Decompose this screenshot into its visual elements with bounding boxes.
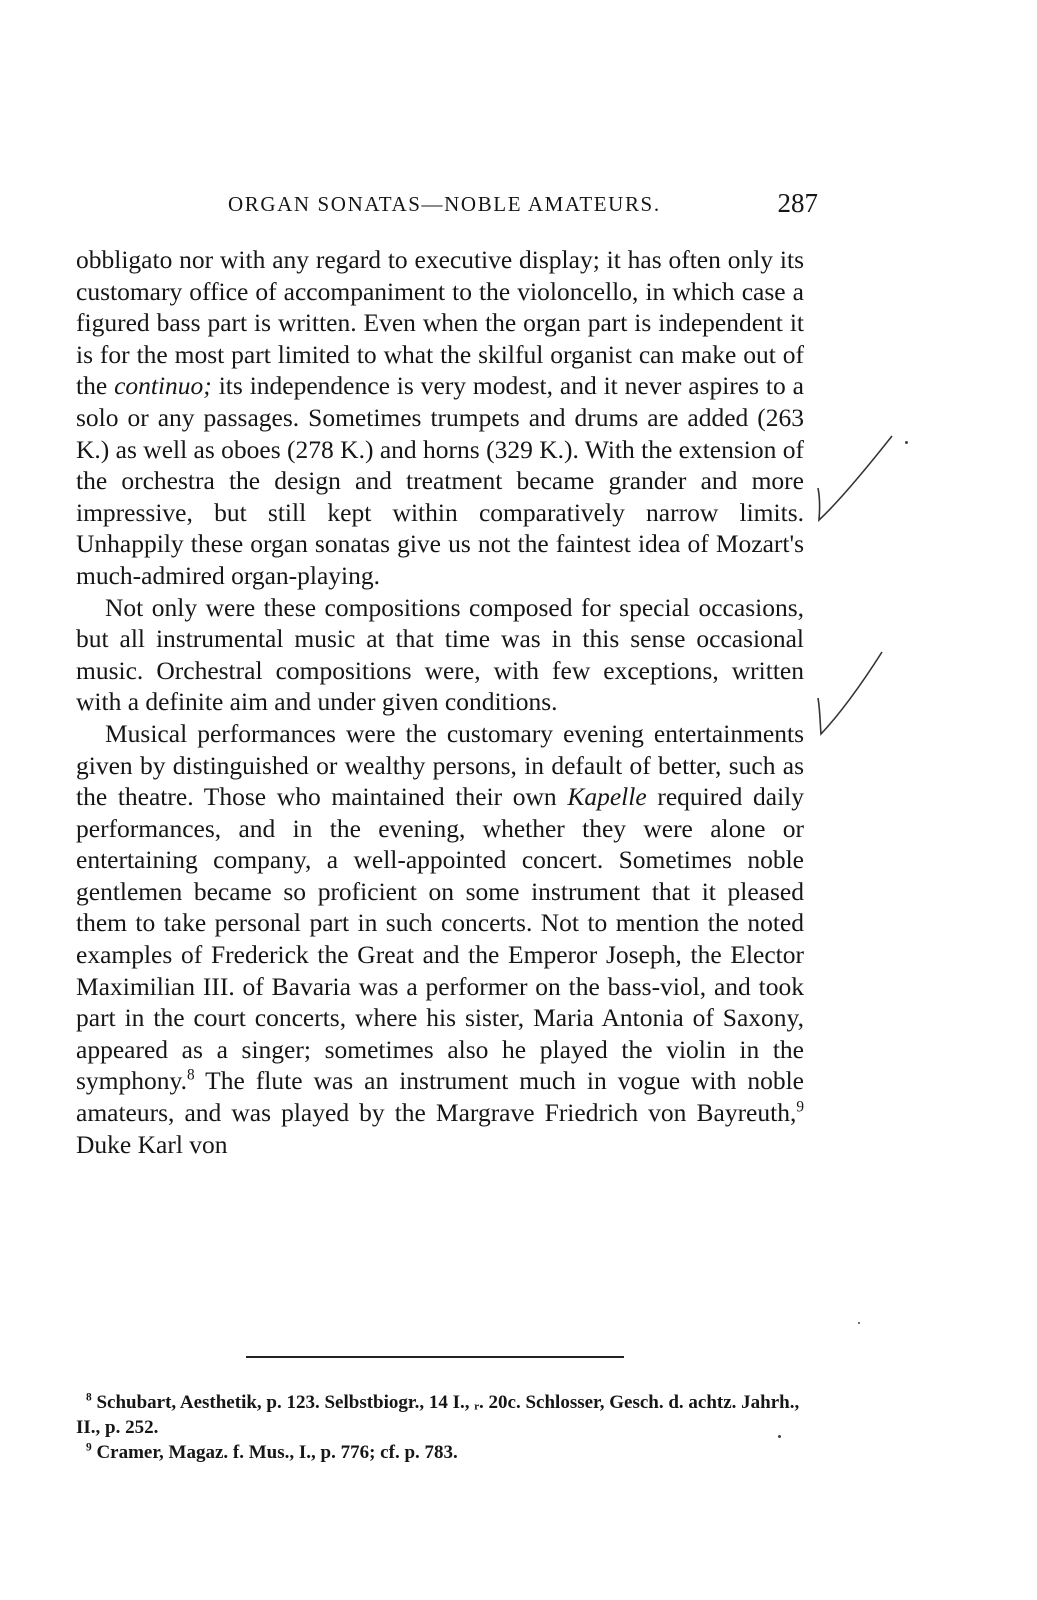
footnote-8-text: Schubart, Aesthetik, p. 123. Selbstbiogr., 14 I., ᵣ. 20c. Schlosser, Gesch. d. achtz. Jahrh., II., p. 252. [76, 1392, 800, 1438]
footnote-marker-8: 8 [86, 1391, 92, 1404]
footnotes [76, 1390, 808, 1465]
italic-kapelle: Kapelle [567, 782, 647, 812]
footnote-marker-9: 9 [86, 1441, 92, 1454]
footnote-ref-9[interactable]: 9 [796, 1098, 804, 1116]
paragraph-2: Not only were these compositions composed for special occasions, but all instrumental music at that time was in this sense occasional music. Orchestral compositions were, with few exceptions, written with a definite aim and under given conditions. [76, 592, 804, 717]
paragraph-3 [76, 718, 804, 1160]
paragraph-3-text-a: Musical performances were the customary evening entertainments given by distinguished or wealthy persons, in default of better, such as the theatre. Those who maintained their own [76, 718, 804, 812]
footnote-9 [76, 1440, 808, 1465]
running-head [78, 188, 818, 228]
paragraph-3-text-c: The flute was an instrument much in vogue with noble amateurs, and was played by the Margrave Friedrich von Bayreuth, [76, 1066, 804, 1128]
body-text [76, 244, 804, 1160]
margin-check-mark-icon-2 [812, 648, 892, 748]
paragraph-3-text-b: required daily performances, and in the evening, whether they were alone or entertaining company, a well-appointed concert. Sometimes noble gentlemen became so proficient on some instrument that it pleased them to take personal part in such concerts. Not to mention the noted examples of Frederick the Great and the Emperor Joseph, the Elector Maximilian III. of Bavaria was a performer on the bass-viol, and took part in the court concerts, where his sister, Maria Antonia of Saxony, appeared as a singer; sometimes also he played the violin in the symphony. [76, 782, 804, 1096]
footnote-ref-8[interactable]: 8 [186, 1066, 195, 1084]
paragraph-1 [76, 244, 804, 592]
margin-speck [858, 1322, 860, 1324]
footnote-8 [76, 1390, 808, 1440]
paragraph-1-text-a: obbligato nor with any regard to executive display; it has often only its customary office of accompaniment to the violoncello, in which case a figured bass part is written. Even when the organ part is independent it is for the most part limited to what the skilful organist can make out of the [76, 245, 804, 401]
italic-continuo: continuo; [114, 371, 212, 401]
page-number: 287 [777, 188, 818, 218]
footnote-rule [246, 1356, 624, 1358]
paragraph-3-text-d: Duke Karl von [76, 1129, 228, 1159]
margin-speck [905, 441, 908, 444]
margin-speck [778, 1435, 781, 1438]
paragraph-1-text-b: its independence is very modest, and it never aspires to a solo or any passages. Sometimes trumpets and drums are added (263 K.) as well as oboes (278 K.) and horns (329 K.). With the extension of the orchestra the design and treatment became grander and more impressive, but still kept within comparatively narrow limits. Unhappily these organ sonatas give us not the faintest idea of Mozart's much-admired organ-playing. [76, 371, 804, 590]
footnote-9-text: Cramer, Magaz. f. Mus., I., p. 776; cf. p. 783. [91, 1442, 458, 1463]
margin-check-mark-icon [810, 428, 900, 528]
running-title: ORGAN SONATAS—NOBLE AMATEURS. [228, 192, 661, 216]
